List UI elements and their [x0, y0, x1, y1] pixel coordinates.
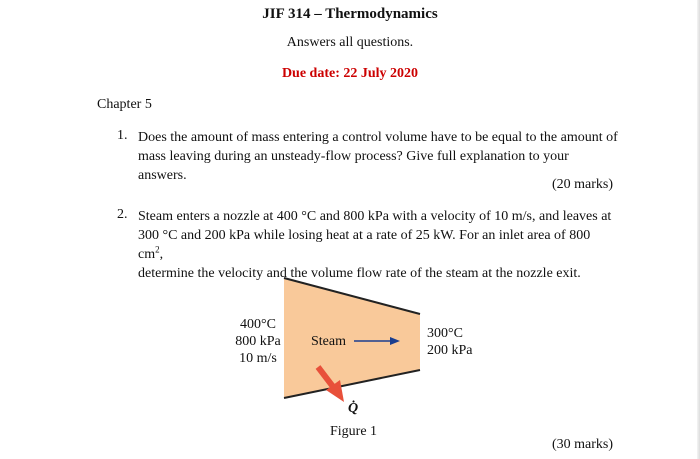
inlet-temperature: 400°C: [240, 317, 276, 332]
question-1-line-1: Does the amount of mass entering a control volume have to be equal to the amount of: [138, 130, 618, 145]
chapter-heading: Chapter 5: [97, 97, 152, 112]
outlet-temperature: 300°C: [427, 326, 463, 341]
question-2-line-2-text: 300 °C and 200 kPa while losing heat at a rate of 25 kW. For an inlet area of 800 cm: [138, 228, 591, 262]
due-date: Due date: 22 July 2020: [281, 66, 419, 81]
inlet-conditions: [230, 316, 286, 367]
figure-caption: Figure 1: [330, 424, 378, 439]
outlet-pressure: 200 kPa: [427, 343, 473, 358]
fluid-label: Steam: [311, 334, 346, 349]
question-1-number: 1.: [117, 128, 128, 143]
inlet-pressure: 800 kPa: [235, 334, 281, 349]
document-title: JIF 314 – Thermodynamics: [262, 6, 438, 22]
heat-rate-symbol: Q̇: [348, 401, 359, 416]
question-2-marks: (30 marks): [551, 437, 613, 452]
inlet-velocity: 10 m/s: [239, 351, 277, 366]
question-2-line-3: determine the velocity and the volume flow rate of the steam at the nozzle exit.: [138, 266, 581, 281]
question-2-line-2-comma: ,: [159, 247, 164, 262]
instructions: Answers all questions.: [286, 35, 414, 50]
question-2-number: 2.: [117, 207, 128, 222]
question-1-line-2: mass leaving during an unsteady-flow process? Give full explanation to your answers.: [138, 149, 569, 183]
outlet-conditions: [427, 325, 473, 359]
question-2-superscript: 2: [155, 244, 160, 255]
question-1-marks: (20 marks): [551, 177, 613, 192]
question-2-line-1: Steam enters a nozzle at 400 °C and 800 kPa with a velocity of 10 m/s, and leaves at: [138, 209, 612, 224]
